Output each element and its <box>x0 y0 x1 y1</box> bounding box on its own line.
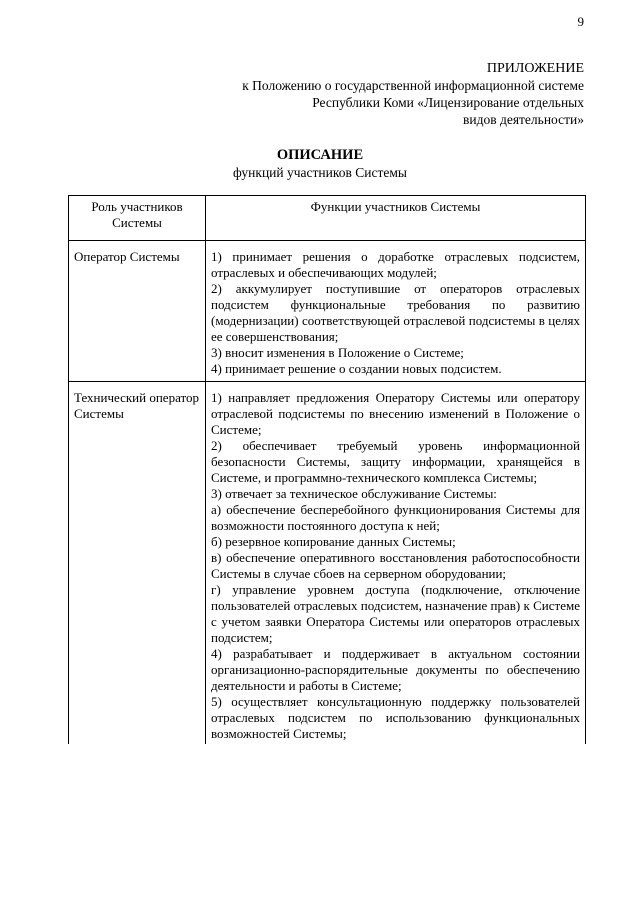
document-subtitle: функций участников Системы <box>233 165 407 180</box>
function-item: 3) вносит изменения в Положение о Системе; <box>211 345 464 360</box>
table-row <box>69 382 586 745</box>
role-cell: Оператор Системы <box>69 241 206 382</box>
document-title: ОПИСАНИЕ <box>276 147 364 163</box>
function-item: 1) направляет предложения Оператору Системы или оператору отраслевой подсистемы по внесению изменений в Положение о Системе; <box>211 390 580 437</box>
page-number: 9 <box>577 14 584 29</box>
table-row <box>69 241 586 382</box>
function-item: 4) принимает решение о создании новых подсистем. <box>211 361 502 376</box>
header-role: Роль участников Системы <box>69 196 206 241</box>
functions-table <box>68 195 586 744</box>
document-heading <box>0 146 640 182</box>
appendix-line: Республики Коми «Лицензирование отдельных <box>312 95 584 110</box>
function-item: 4) разрабатывает и поддерживает в актуальном состоянии организационно-распорядительные документы по обеспечению деятельности и работы в Системе; <box>211 646 580 693</box>
appendix-line: к Положению о государственной информационной системе <box>242 78 584 93</box>
function-item: б) резервное копирование данных Системы; <box>211 534 456 549</box>
appendix-header <box>242 60 584 128</box>
table-header-row <box>69 196 586 241</box>
appendix-line: видов деятельности» <box>463 112 584 127</box>
function-item: в) обеспечение оперативного восстановления работоспособности Системы в случае сбоев на серверном оборудовании; <box>211 550 580 581</box>
function-item: 5) осуществляет консультационную поддержку пользователей отраслевых подсистем по использованию функциональных возможностей Системы; <box>211 694 580 741</box>
function-item: 1) принимает решения о доработке отраслевых подсистем, отраслевых и обеспечивающих модулей; <box>211 249 580 280</box>
header-functions: Функции участников Системы <box>206 196 586 241</box>
appendix-title: ПРИЛОЖЕНИЕ <box>486 61 584 76</box>
function-item: 2) обеспечивает требуемый уровень информационной безопасности Системы, защиту информации, хранящейся в Системе, и программно-технического комплекса Системы; <box>211 438 580 485</box>
function-item: г) управление уровнем доступа (подключение, отключение пользователей отраслевых подсистем, назначение прав) к Системе с учетом заявки Оператора Системы или операторов отраслевых подсистем; <box>211 582 580 645</box>
role-cell: Технический оператор Системы <box>69 382 206 745</box>
function-item: а) обеспечение бесперебойного функционирования Системы для возможности постоянного доступа к ней; <box>211 502 580 533</box>
function-item: 3) отвечает за техническое обслуживание Системы: <box>211 486 497 501</box>
function-item: 2) аккумулирует поступившие от операторов отраслевых подсистем функциональные требования по развитию (модернизации) соответствующей отраслевой подсистемы в целях ее совершенствования; <box>211 281 580 344</box>
functions-cell <box>206 382 586 745</box>
functions-cell <box>206 241 586 382</box>
